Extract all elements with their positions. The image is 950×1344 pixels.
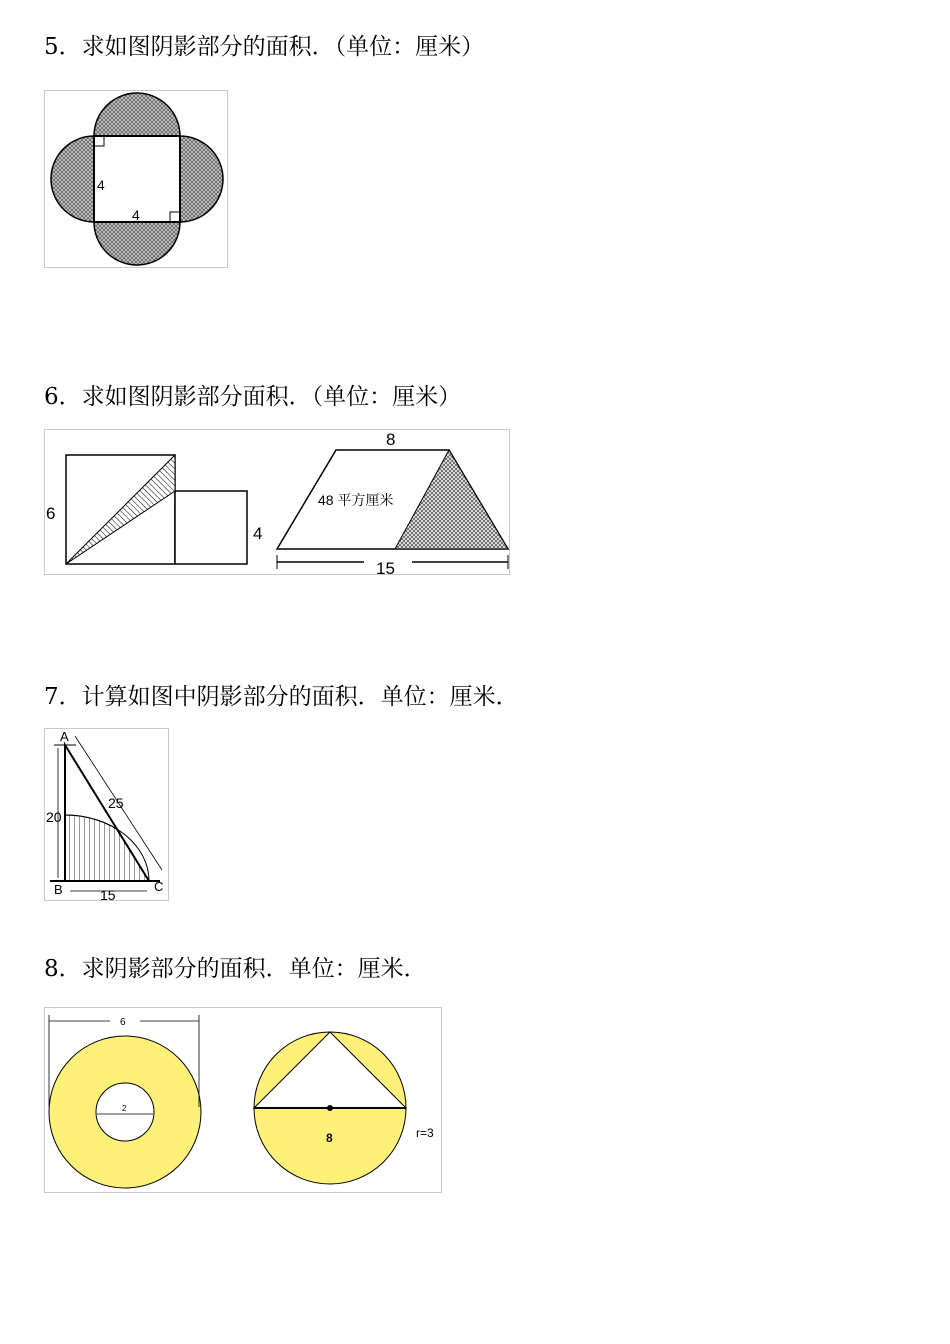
figure-ring-and-circle: [44, 1007, 442, 1193]
question-5-text: 5．求如图阴影部分的面积．（单位：厘米）: [44, 34, 485, 60]
side-length-label: 4: [97, 177, 105, 193]
figure-squares-and-trapezoid: [44, 429, 510, 575]
center-point: [327, 1105, 333, 1111]
trapezoid-area-label: 48 平方厘米: [318, 492, 394, 508]
bottom-length-label: 4: [132, 207, 140, 223]
base-label: 15: [100, 887, 116, 901]
question-6-text: 6．求如图阴影部分面积．（单位：厘米）: [44, 384, 462, 410]
small-square-side-label: 4: [253, 524, 263, 543]
point-a-label: A: [60, 729, 69, 744]
radius-label: r=3: [416, 1126, 434, 1140]
outer-diameter-label: 6: [120, 1017, 126, 1028]
figure-square-with-semicircles: [44, 90, 228, 268]
question-8-text: 8．求阴影部分的面积．单位：厘米．: [44, 956, 427, 982]
hypotenuse-label: 25: [108, 795, 124, 811]
trapezoid-bottom-label: 15: [376, 559, 395, 575]
figure-right-triangle-quarter-circle: [44, 728, 169, 901]
height-label: 20: [46, 809, 62, 825]
center-label: 8: [326, 1131, 333, 1145]
point-c-label: C: [154, 879, 164, 894]
large-square-side-label: 6: [46, 504, 56, 523]
small-square: [175, 491, 247, 564]
trapezoid-top-label: 8: [386, 430, 396, 449]
question-7-text: 7．计算如图中阴影部分的面积．单位：厘米．: [44, 684, 519, 710]
inner-diameter-label: 2: [122, 1104, 127, 1113]
point-b-label: B: [54, 882, 63, 897]
